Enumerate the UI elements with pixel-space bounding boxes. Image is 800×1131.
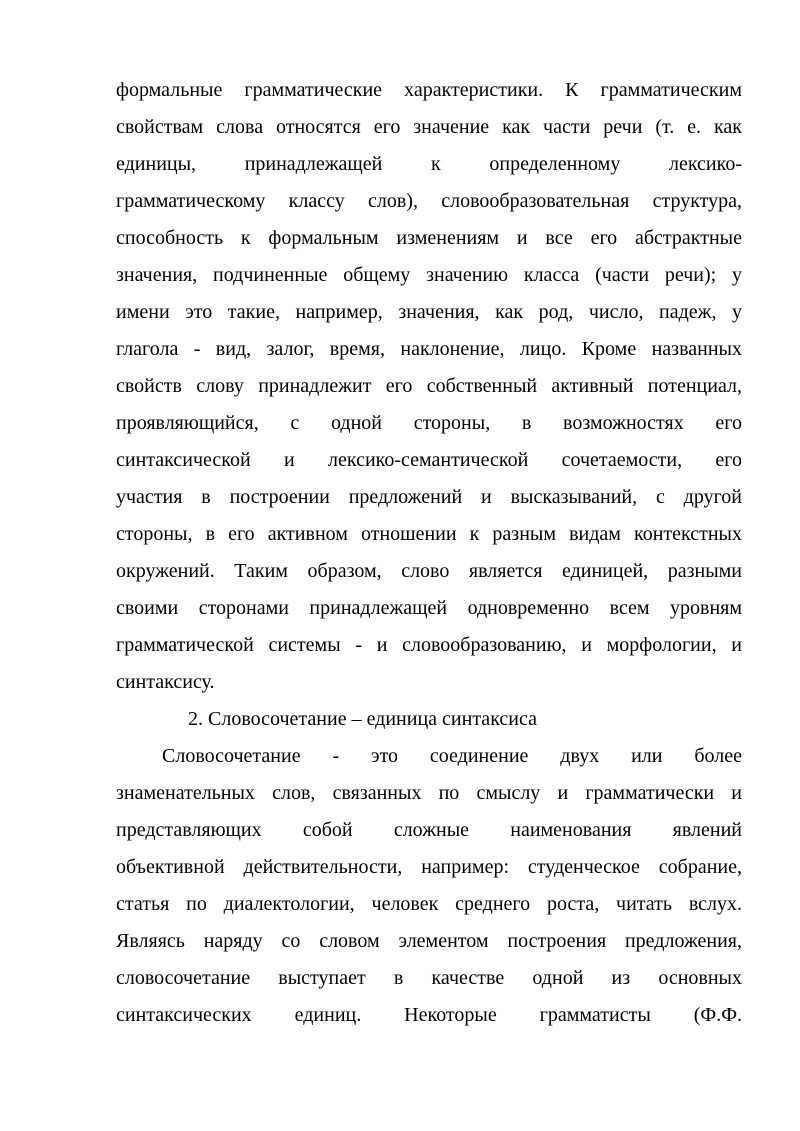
text-line: способность к формальным изменениям и все его абстрактные [116, 227, 742, 249]
text-line: синтаксису. [116, 671, 215, 693]
text-line: словосочетание выступает в качестве одной из основных [116, 967, 742, 989]
text-line: грамматической системы - и словообразованию, и морфологии, и [116, 634, 742, 656]
text-line: глагола - вид, залог, время, наклонение, лицо. Кроме названных [116, 338, 742, 360]
text-line: формальные грамматические характеристики. К грамматическим [116, 79, 742, 101]
text-line: синтаксических единиц. Некоторые грамматисты (Ф.Ф. [116, 1004, 742, 1026]
paragraph-slovosochetanie [116, 738, 742, 1034]
text-line: Являясь наряду со словом элементом построения предложения, [116, 930, 742, 952]
document-body [116, 72, 742, 1034]
text-line: единицы, принадлежащей к определенному лексико- [116, 153, 742, 175]
text-line: знаменательных слов, связанных по смыслу и грамматически и [116, 782, 742, 804]
text-line: статья по диалектологии, человек среднего роста, читать вслух. [116, 893, 742, 915]
text-line: участия в построении предложений и высказываний, с другой [116, 486, 742, 508]
text-line: окружений. Таким образом, слово является единицей, разными [116, 560, 742, 582]
text-line: представляющих собой сложные наименования явлений [116, 819, 742, 841]
text-line: свойствам слова относятся его значение как части речи (т. е. как [116, 116, 742, 138]
text-line: свойств слову принадлежит его собственный активный потенциал, [116, 375, 742, 397]
paragraph-continuation [116, 72, 742, 701]
text-line: объективной действительности, например: студенческое собрание, [116, 856, 742, 878]
text-line: значения, подчиненные общему значению класса (части речи); у [116, 264, 742, 286]
text-line: грамматическому классу слов), словообразовательная структура, [116, 190, 742, 212]
text-line: стороны, в его активном отношении к разным видам контекстных [116, 523, 742, 545]
text-line: своими сторонами принадлежащей одновременно всем уровням [116, 597, 742, 619]
section-heading: 2. Словосочетание – единица синтаксиса [188, 708, 537, 730]
text-line: синтаксической и лексико-семантической сочетаемости, его [116, 449, 742, 471]
text-line: проявляющийся, с одной стороны, в возможностях его [116, 412, 742, 434]
text-line: имени это такие, например, значения, как род, число, падеж, у [116, 301, 742, 323]
text-line: Словосочетание - это соединение двух или более [162, 745, 742, 767]
